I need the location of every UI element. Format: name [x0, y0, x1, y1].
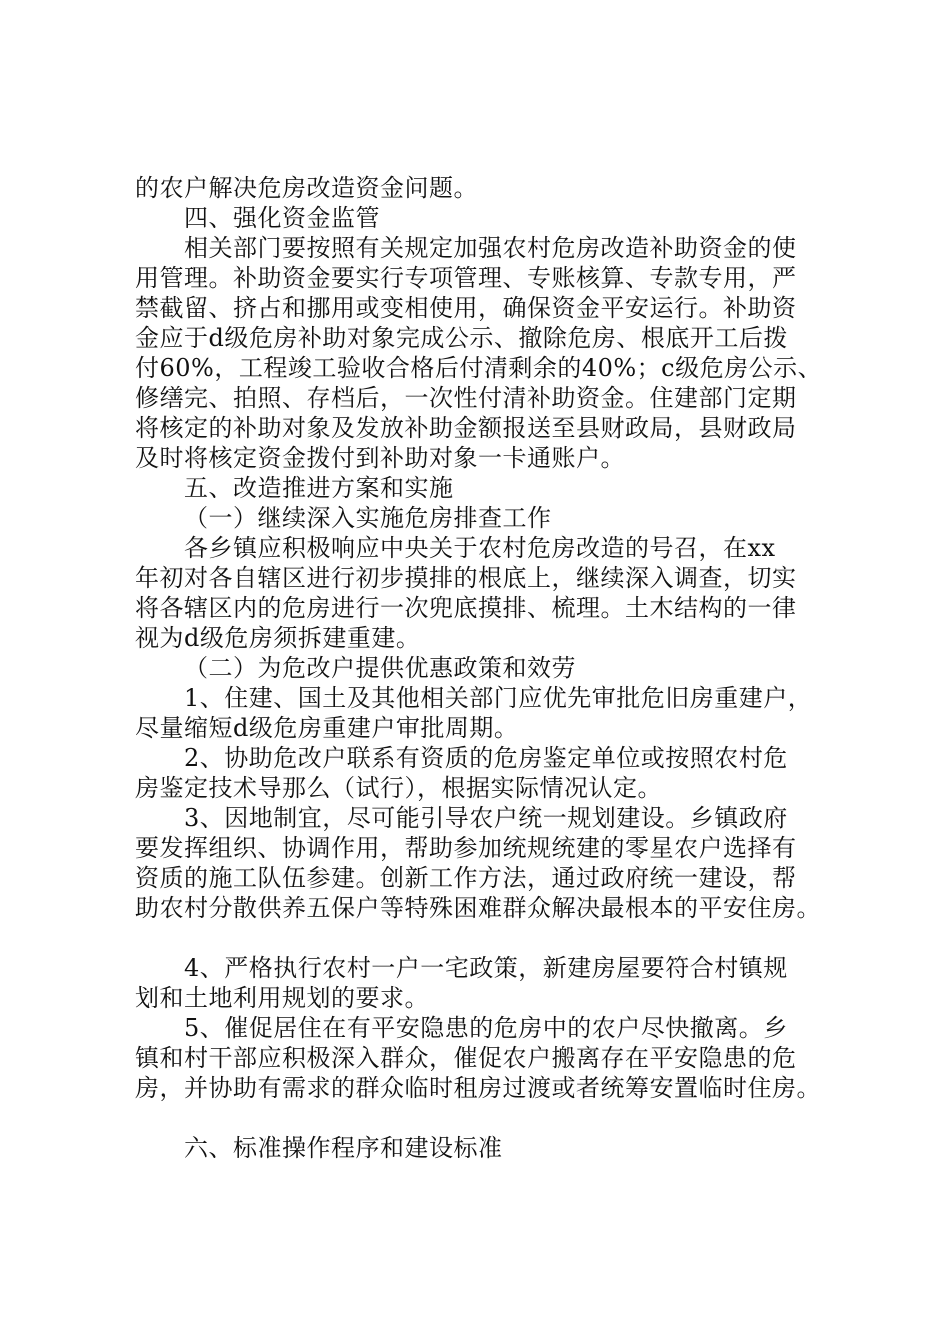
text-line: 房鉴定技术导那么（试行），根据实际情况认定。	[135, 774, 662, 802]
text-line: 及时将核定资金拨付到补助对象一卡通账户。	[135, 444, 625, 472]
section-heading: 四、强化资金监管	[184, 204, 380, 232]
text-line: 视为d级危房须拆建重建。	[135, 624, 421, 652]
text-line: 金应于d级危房补助对象完成公示、撤除危房、根底开工后拨	[135, 324, 788, 352]
section-heading: 五、改造推进方案和实施	[184, 474, 454, 502]
text-line: 各乡镇应积极响应中央关于农村危房改造的号召，在xx	[184, 534, 776, 562]
text-line: 房，并协助有需求的群众临时租房过渡或者统筹安置临时住房。	[135, 1074, 821, 1102]
text-line: 要发挥组织、协调作用，帮助参加统规统建的零星农户选择有	[135, 834, 797, 862]
text-line: 镇和村干部应积极深入群众，催促农户搬离存在平安隐患的危	[135, 1044, 797, 1072]
text-line: 划和土地利用规划的要求。	[135, 984, 429, 1012]
text-line: 3、因地制宜，尽可能引导农户统一规划建设。乡镇政府	[184, 804, 788, 832]
text-line: 禁截留、挤占和挪用或变相使用，确保资金平安运行。补助资	[135, 294, 797, 322]
text-line: 资质的施工队伍参建。创新工作方法，通过政府统一建设，帮	[135, 864, 797, 892]
text-line: 4、严格执行农村一户一宅政策，新建房屋要符合村镇规	[184, 954, 788, 982]
text-line: 相关部门要按照有关规定加强农村危房改造补助资金的使	[184, 234, 797, 262]
text-line: 将核定的补助对象及发放补助金额报送至县财政局，县财政局	[135, 414, 797, 442]
text-line: 助农村分散供养五保户等特殊困难群众解决最根本的平安住房。	[135, 894, 821, 922]
text-line: 尽量缩短d级危房重建户审批周期。	[135, 714, 519, 742]
text-line: 2、协助危改户联系有资质的危房鉴定单位或按照农村危	[184, 744, 788, 772]
text-line: 的农户解决危房改造资金问题。	[135, 174, 478, 202]
subsection-heading: （二）为危改户提供优惠政策和效劳	[184, 654, 576, 682]
section-heading: 六、标准操作程序和建设标准	[184, 1134, 503, 1162]
text-line: 年初对各自辖区进行初步摸排的根底上，继续深入调查，切实	[135, 564, 797, 592]
text-line: 1、住建、国土及其他相关部门应优先审批危旧房重建户，	[184, 684, 813, 712]
text-line: 将各辖区内的危房进行一次兜底摸排、梳理。土木结构的一律	[135, 594, 797, 622]
text-line: 付60%，工程竣工验收合格后付清剩余的40%；c级危房公示、	[135, 354, 823, 382]
subsection-heading: （一）继续深入实施危房排查工作	[184, 504, 552, 532]
text-line: 5、催促居住在有平安隐患的危房中的农户尽快撤离。乡	[184, 1014, 788, 1042]
text-line: 用管理。补助资金要实行专项管理、专账核算、专款专用，严	[135, 264, 797, 292]
text-line: 修缮完、拍照、存档后，一次性付清补助资金。住建部门定期	[135, 384, 797, 412]
